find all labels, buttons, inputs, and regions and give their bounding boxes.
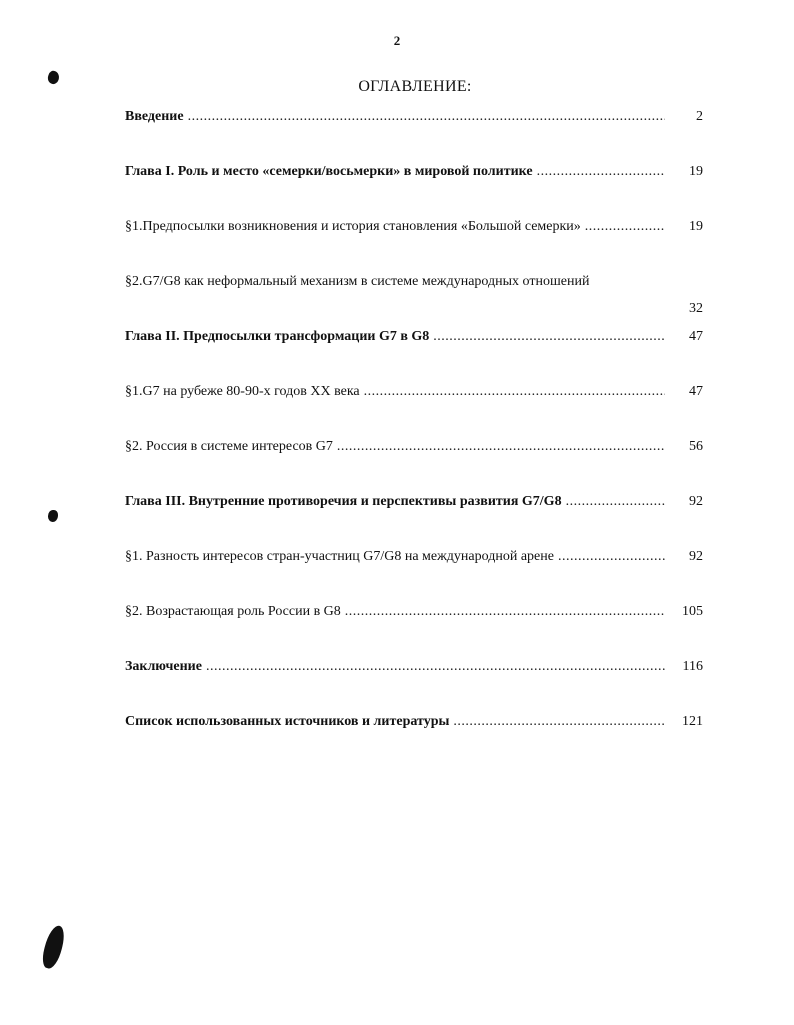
toc-entry-page: 121	[682, 714, 703, 729]
toc-entry-conclusion[interactable]	[125, 657, 703, 677]
scan-hole-mark	[48, 510, 58, 522]
toc-entry-section-1-2-page-row	[125, 299, 703, 319]
toc-entry-page: 105	[682, 604, 703, 619]
toc-entry-bibliography[interactable]	[125, 712, 703, 732]
toc-entry-label: §1. Разность интересов стран-участниц G7/G8 на международной арене .....	[125, 547, 665, 567]
toc-entry-introduction[interactable]	[125, 107, 703, 127]
toc-entry-label: §2.G7/G8 как неформальный механизм в системе международных отношений	[125, 274, 590, 289]
toc-entry-label: §2. Возрастающая роль России в G8 .....	[125, 602, 665, 622]
toc-entry-section-2-1[interactable]	[125, 382, 703, 402]
page-number: 2	[393, 33, 401, 48]
toc-entry-chapter-3[interactable]	[125, 492, 703, 512]
scan-hole-mark	[46, 70, 60, 86]
toc-entry-chapter-2[interactable]	[125, 327, 703, 347]
toc-entry-page: 47	[689, 384, 703, 399]
toc-entry-chapter-1[interactable]	[125, 162, 703, 182]
toc-entry-label: Список использованных источников и литературы .....	[125, 712, 665, 732]
toc-entry-section-1-1[interactable]	[125, 217, 703, 237]
toc-entry-page: 56	[689, 439, 703, 454]
toc-entry-label: §1.G7 на рубеже 80-90-х годов XX века .....	[125, 382, 665, 402]
toc-title: ОГЛАВЛЕНИЕ:	[358, 78, 472, 95]
toc-entry-label: §2. Россия в системе интересов G7 .....	[125, 437, 665, 457]
scan-hole-mark	[40, 924, 67, 971]
toc-entry-page: 47	[689, 329, 703, 344]
toc-entry-page: 32	[689, 301, 703, 316]
toc-entry-page: 2	[696, 109, 703, 124]
toc-entry-label: Введение .....	[125, 107, 665, 127]
toc-entry-page: 116	[682, 659, 703, 674]
toc-entry-label: Заключение .....	[125, 657, 665, 677]
toc-entry-page: 92	[689, 494, 703, 509]
toc-entry-section-2-2[interactable]	[125, 437, 703, 457]
toc-entry-page: 19	[689, 164, 703, 179]
toc-entry-page: 92	[689, 549, 703, 564]
toc-entry-label: Глава I. Роль и место «семерки/восьмерки» в мировой политике .....	[125, 162, 665, 182]
toc-entry-section-3-2[interactable]	[125, 602, 703, 622]
toc-entry-page: 19	[689, 219, 703, 234]
toc-entry-section-3-1[interactable]	[125, 547, 703, 567]
toc-entry-label: Глава III. Внутренние противоречия и перспективы развития G7/G8 .....	[125, 492, 665, 512]
toc-entry-section-1-2[interactable]	[125, 272, 703, 292]
toc-entry-label: §1.Предпосылки возникновения и история становления «Большой семерки» .....	[125, 217, 665, 237]
toc-entry-label: Глава II. Предпосылки трансформации G7 в G8 .....	[125, 327, 665, 347]
